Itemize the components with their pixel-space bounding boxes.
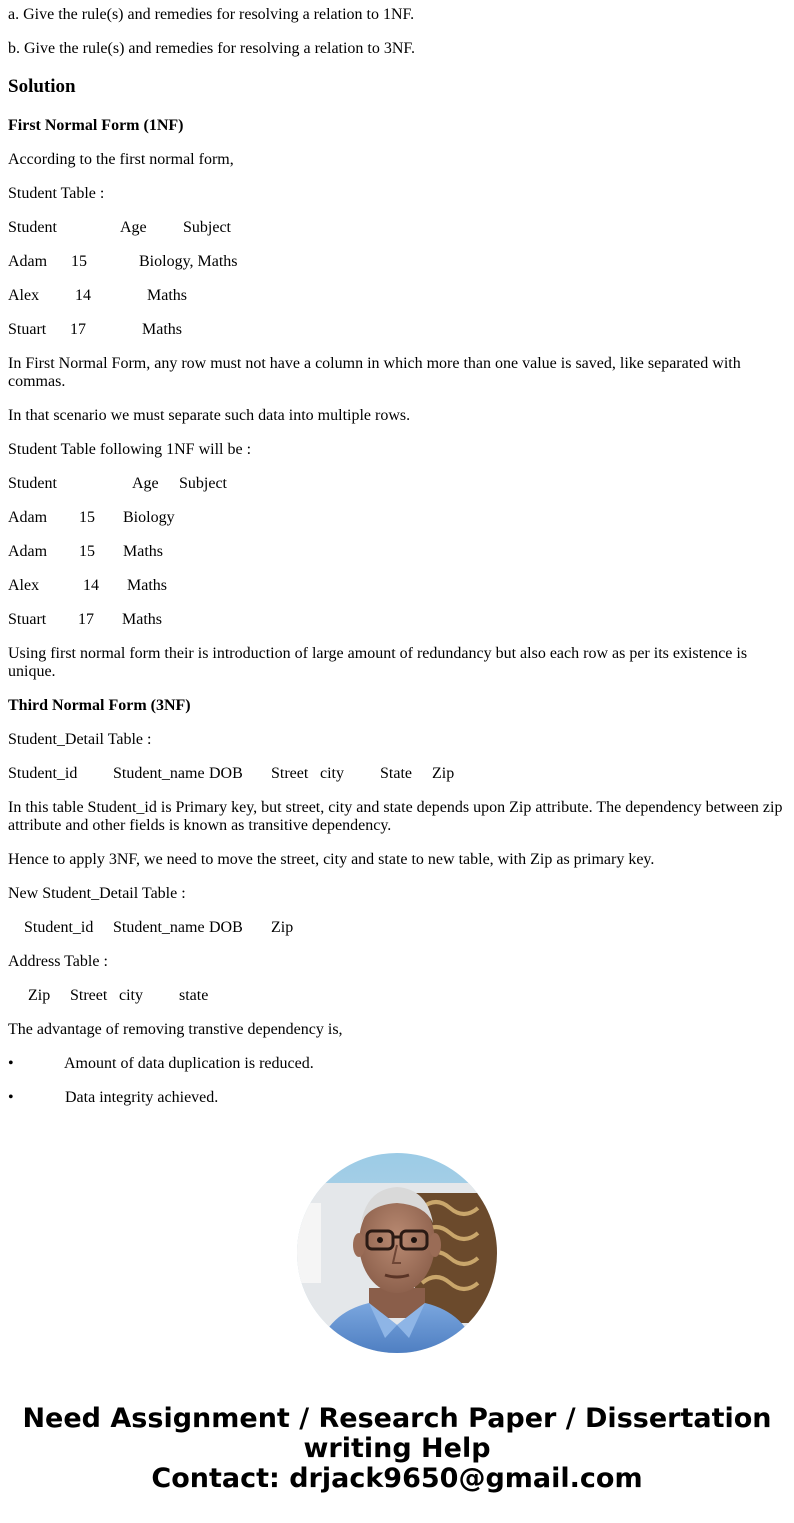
question-b: b. Give the rule(s) and remedies for resolving a relation to 3NF. xyxy=(8,40,416,57)
column-header: Street xyxy=(271,765,309,782)
table-cell: Alex xyxy=(8,287,40,304)
author-photo xyxy=(297,1153,497,1353)
column-header: Subject xyxy=(183,219,231,236)
column-header: Student_name xyxy=(113,919,205,936)
nf3-paragraph-2: Hence to apply 3NF, we need to move the street, city and state to new table, with Zip as primary key. xyxy=(8,851,655,868)
student-table-1nf-label: Student Table following 1NF will be : xyxy=(8,441,252,458)
table-cell: Maths xyxy=(122,611,162,628)
table-cell: 15 xyxy=(79,543,95,560)
column-header: Age xyxy=(132,475,159,492)
table-cell: 15 xyxy=(71,253,87,270)
student-table-label: Student Table : xyxy=(8,185,105,202)
column-header: city xyxy=(119,987,143,1004)
column-header: city xyxy=(320,765,344,782)
column-header: Zip xyxy=(271,919,294,936)
table-cell: Adam xyxy=(8,253,48,270)
promo-banner xyxy=(0,1404,794,1494)
column-header: DOB xyxy=(209,765,243,782)
solution-heading: Solution xyxy=(8,76,76,97)
table-cell: Stuart xyxy=(8,321,47,338)
table-cell: Biology xyxy=(123,509,175,526)
promo-line-2: writing Help xyxy=(303,1433,491,1464)
nf3-heading: Third Normal Form (3NF) xyxy=(8,697,191,714)
table-cell: Stuart xyxy=(8,611,47,628)
nf1-paragraph-2: In that scenario we must separate such data into multiple rows. xyxy=(8,407,411,424)
table-cell: 14 xyxy=(75,287,91,304)
bullet-icon: • xyxy=(8,1055,14,1072)
table-cell: Biology, Maths xyxy=(139,253,238,270)
promo-contact: Contact: drjack9650@gmail.com xyxy=(151,1463,643,1494)
column-header: Age xyxy=(120,219,147,236)
column-header: Zip xyxy=(432,765,455,782)
table-cell: Adam xyxy=(8,509,48,526)
student-detail-table-label: Student_Detail Table : xyxy=(8,731,152,748)
bullet-icon: • xyxy=(8,1089,14,1106)
table-cell: Maths xyxy=(142,321,182,338)
nf1-intro: According to the first normal form, xyxy=(8,151,234,168)
promo-line-1: Need Assignment / Research Paper / Dissertation xyxy=(22,1403,772,1434)
table-cell: 14 xyxy=(83,577,99,594)
nf3-paragraph-1: In this table Student_id is Primary key, but street, city and state depends upon Zip attribute. The dependency between zip attribute and other fields is known as transitive dependency. xyxy=(8,799,783,834)
table-cell: Maths xyxy=(123,543,163,560)
table-cell: Maths xyxy=(127,577,167,594)
column-header: Student_id xyxy=(24,919,94,936)
nf1-heading: First Normal Form (1NF) xyxy=(8,117,184,134)
address-table-label: Address Table : xyxy=(8,953,108,970)
column-header: State xyxy=(380,765,412,782)
column-header: Zip xyxy=(28,987,51,1004)
table-cell: 17 xyxy=(78,611,94,628)
column-header: state xyxy=(179,987,209,1004)
advantage-intro: The advantage of removing transtive dependency is, xyxy=(8,1021,343,1038)
list-item-text: Data integrity achieved. xyxy=(65,1089,219,1106)
column-header: DOB xyxy=(209,919,243,936)
table-cell: Adam xyxy=(8,543,48,560)
nf1-paragraph-1: In First Normal Form, any row must not have a column in which more than one value is saved, like separated with commas. xyxy=(8,355,741,390)
table-cell: 15 xyxy=(79,509,95,526)
column-header: Street xyxy=(70,987,108,1004)
column-header: Student_name xyxy=(113,765,205,782)
table-cell: Alex xyxy=(8,577,40,594)
nf1-paragraph-3: Using first normal form their is introduction of large amount of redundancy but also each row as per its existence is unique. xyxy=(8,645,748,680)
column-header: Student_id xyxy=(8,765,78,782)
question-a: a. Give the rule(s) and remedies for resolving a relation to 1NF. xyxy=(8,6,415,23)
list-item-text: Amount of data duplication is reduced. xyxy=(64,1055,314,1072)
column-header: Student xyxy=(8,219,57,236)
new-student-detail-label: New Student_Detail Table : xyxy=(8,885,186,902)
table-cell: Maths xyxy=(147,287,187,304)
table-cell: 17 xyxy=(70,321,86,338)
column-header: Student xyxy=(8,475,57,492)
column-header: Subject xyxy=(179,475,227,492)
